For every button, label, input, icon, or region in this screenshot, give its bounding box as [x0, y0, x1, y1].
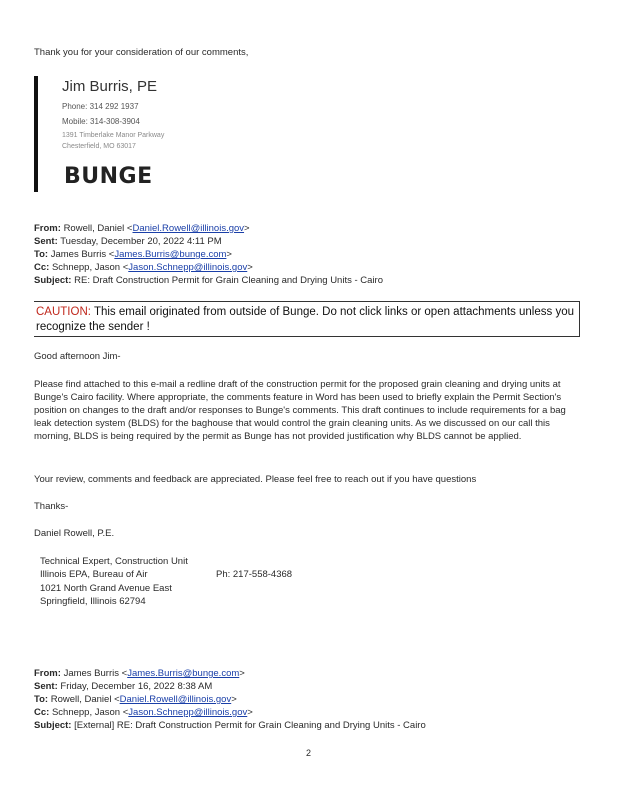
- email1-from-link[interactable]: Daniel.Rowell@illinois.gov: [132, 223, 245, 234]
- email2-subject: Subject: [External] RE: Draft Construction Permit for Grain Cleaning and Drying Units - Cairo: [34, 720, 426, 731]
- email1-cc: Cc: Schnepp, Jason <Jason.Schnepp@illinois.gov>: [34, 262, 253, 273]
- email2-sent: Sent: Friday, December 16, 2022 8:38 AM: [34, 681, 213, 692]
- closing-line: Thank you for your consideration of our comments,: [34, 47, 249, 58]
- signature-name: Jim Burris, PE: [62, 78, 158, 95]
- email2-cc-link[interactable]: Jason.Schnepp@illinois.gov: [128, 707, 248, 718]
- signature2-street: 1021 North Grand Avenue East: [40, 583, 172, 594]
- signature-phone: Phone: 314 292 1937: [62, 102, 139, 111]
- caution-message: [36, 305, 576, 335]
- bunge-logo-text: BUNGE: [64, 164, 153, 189]
- signature2-org: Illinois EPA, Bureau of Air: [40, 569, 148, 580]
- thanks-line: Thanks-: [34, 501, 69, 512]
- email2-from: From: James Burris <James.Burris@bunge.com>: [34, 668, 245, 679]
- signature2-title: Technical Expert, Construction Unit: [40, 556, 188, 567]
- bunge-logo: [64, 164, 153, 189]
- email1-cc-link[interactable]: Jason.Schnepp@illinois.gov: [128, 262, 248, 273]
- signature2-city: Springfield, Illinois 62794: [40, 596, 146, 607]
- sender-name: Daniel Rowell, P.E.: [34, 528, 115, 539]
- email2-to-link[interactable]: Daniel.Rowell@illinois.gov: [119, 694, 232, 705]
- signature-mobile: Mobile: 314-308-3904: [62, 117, 140, 126]
- signature-address-line1: 1391 Timberlake Manor Parkway: [62, 132, 165, 139]
- caution-label: CAUTION:: [36, 306, 91, 318]
- email2-to: To: Rowell, Daniel <Daniel.Rowell@illinois.gov>: [34, 694, 237, 705]
- signature-address-line2: Chesterfield, MO 63017: [62, 143, 136, 150]
- email1-subject: Subject: RE: Draft Construction Permit for Grain Cleaning and Drying Units - Cairo: [34, 275, 383, 286]
- email1-to: To: James Burris <James.Burris@bunge.com>: [34, 249, 232, 260]
- email1-from: From: Rowell, Daniel <Daniel.Rowell@illinois.gov>: [34, 223, 250, 234]
- email1-sent: Sent: Tuesday, December 20, 2022 4:11 PM: [34, 236, 222, 247]
- page-number: 2: [306, 748, 312, 758]
- email2-cc: Cc: Schnepp, Jason <Jason.Schnepp@illinois.gov>: [34, 707, 253, 718]
- body-paragraph-2: Your review, comments and feedback are appreciated. Please feel free to reach out if you have questions: [34, 474, 477, 485]
- email2-from-link[interactable]: James.Burris@bunge.com: [127, 668, 240, 679]
- greeting: Good afternoon Jim-: [34, 351, 121, 362]
- signature-bar: [34, 76, 38, 192]
- body-paragraph-1: Please find attached to this e-mail a redline draft of the construction permit for the proposed grain cleaning and drying units at Bunge's Cairo facility. Where appropriate, the comments feature in Word has been used to briefly explain the Permit Section's position on changes to the draft and/or responses to Bunge's comments. This draft continues to include requirements for a bag leak detection system (BLDS) for the baghouse that would control the grain cleaning units. As we discussed on our call this morning, BLDS is being required by the permit as Bunge has not provided justification why BLDS cannot be applied.: [34, 379, 566, 442]
- caution-text: This email originated from outside of Bunge. Do not click links or open attachments unless you recognize the sender !: [36, 306, 574, 333]
- signature2-phone: Ph: 217-558-4368: [216, 569, 293, 580]
- email1-to-link[interactable]: James.Burris@bunge.com: [114, 249, 227, 260]
